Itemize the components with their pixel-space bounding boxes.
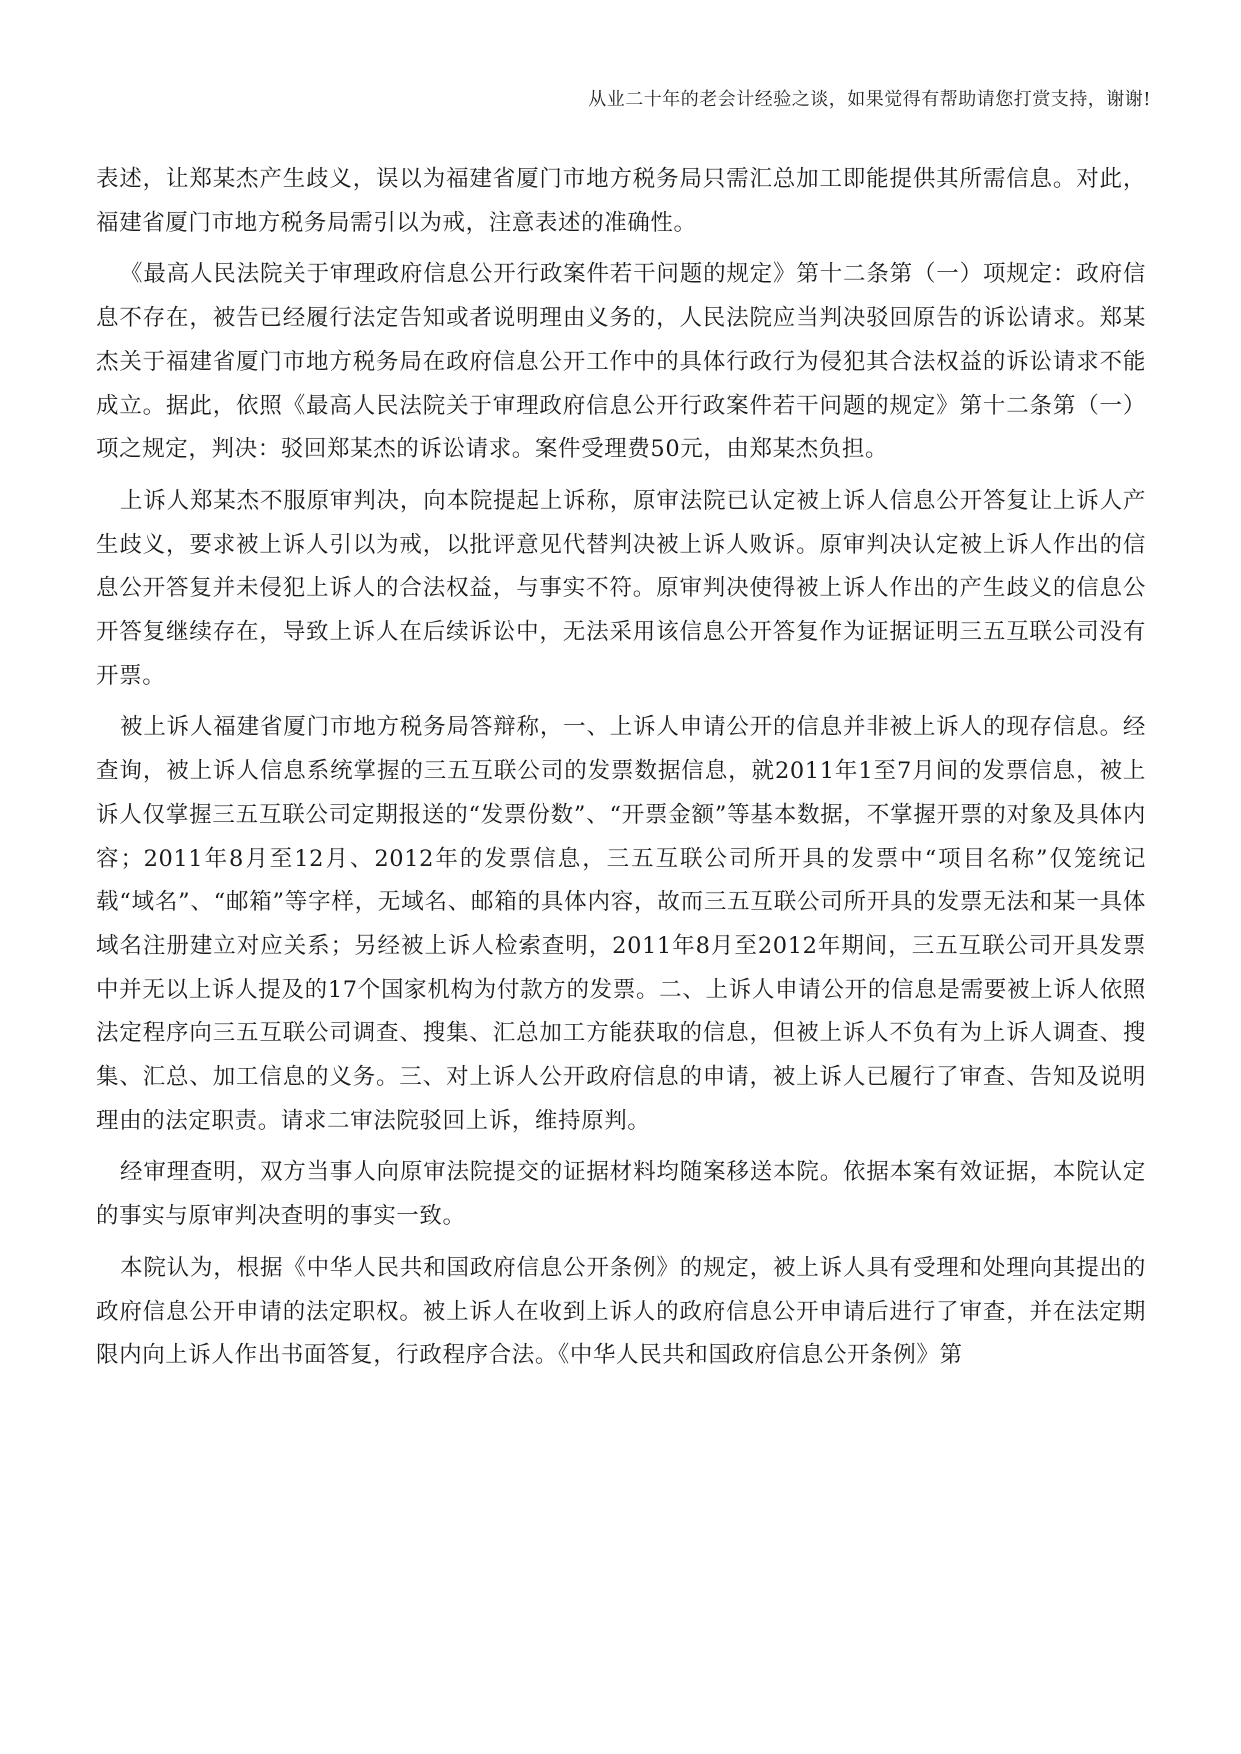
paragraph-respondent-defense: 被上诉人福建省厦门市地方税务局答辩称，一、上诉人申请公开的信息并非被上诉人的现存信息。经查询，被上诉人信息系统掌握的三五互联公司的发票数据信息，就2011年1至7月间的发票信息，被上诉人仅掌握三五互联公司定期报送的“发票份数”、“开票金额”等基本数据，不掌握开票的对象及具体内容；2011年8月至12月、2012年的发票信息，三五互联公司所开具的发票中“项目名称”仅笼统记载“域名”、“邮箱”等字样，无域名、邮箱的具体内容，故而三五互联公司所开具的发票无法和某一具体域名注册建立对应关系；另经被上诉人检索查明，2011年8月至2012年期间，三五互联公司开具发票中并无以上诉人提及的17个国家机构为付款方的发票。二、上诉人申请公开的信息是需要被上诉人依照法定程序向三五互联公司调查、搜集、汇总加工方能获取的信息，但被上诉人不负有为上诉人调查、搜集、汇总、加工信息的义务。三、对上诉人公开政府信息的申请，被上诉人已履行了审查、告知及说明理由的法定职责。请求二审法院驳回上诉，维持原判。 (96, 714, 1146, 1134)
paragraph-appeal-claim: 上诉人郑某杰不服原审判决，向本院提起上诉称，原审法院已认定被上诉人信息公开答复让上诉人产生歧义，要求被上诉人引以为戒，以批评意见代替判决被上诉人败诉。原审判决认定被上诉人作出的信息公开答复并未侵犯上诉人的合法权益，与事实不符。原审判决使得被上诉人作出的产生歧义的信息公开答复继续存在，导致上诉人在后续诉讼中，无法采用该信息公开答复作为证据证明三五互联公司没有开票。 (96, 487, 1146, 689)
paragraph-findings: 经审理查明，双方当事人向原审法院提交的证据材料均随案移送本院。依据本案有效证据，本院认定的事实与原审判决查明的事实一致。 (96, 1159, 1146, 1230)
paragraph-continuation: 表述，让郑某杰产生歧义，误以为福建省厦门市地方税务局只需汇总加工即能提供其所需信息。对此，福建省厦门市地方税务局需引以为戒，注意表述的准确性。 (96, 166, 1146, 236)
header-note: 从业二十年的老会计经验之谈，如果觉得有帮助请您打赏支持，谢谢! (588, 89, 1151, 110)
document-body (96, 158, 1146, 1378)
paragraph-regulation-citation: 《最高人民法院关于审理政府信息公开行政案件若干问题的规定》第十二条第（一）项规定：政府信息不存在，被告已经履行法定告知或者说明理由义务的，人民法院应当判决驳回原告的诉讼请求。郑某杰关于福建省厦门市地方税务局在政府信息公开工作中的具体行政行为侵犯其合法权益的诉讼请求不能成立。据此，依照《最高人民法院关于审理政府信息公开行政案件若干问题的规定》第十二条第（一）项之规定，判决：驳回郑某杰的诉讼请求。案件受理费50元，由郑某杰负担。 (96, 261, 1146, 463)
paragraph-court-opinion: 本院认为，根据《中华人民共和国政府信息公开条例》的规定，被上诉人具有受理和处理向其提出的政府信息公开申请的法定职权。被上诉人在收到上诉人的政府信息公开申请后进行了审查，并在法定期限内向上诉人作出书面答复，行政程序合法。《中华人民共和国政府信息公开条例》第 (96, 1254, 1146, 1369)
